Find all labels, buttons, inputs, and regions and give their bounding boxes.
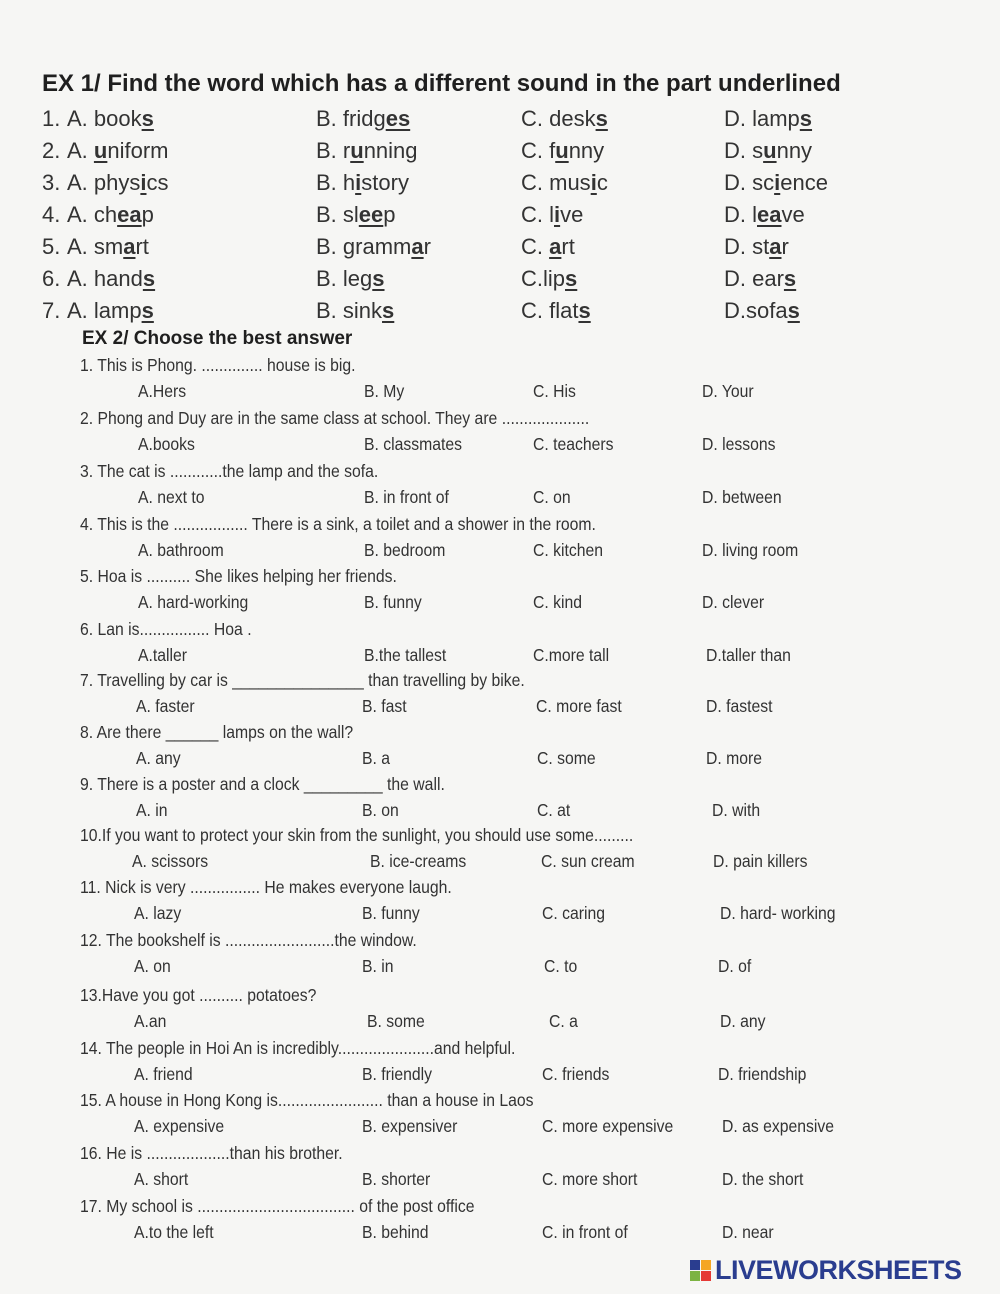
ex1-option	[316, 298, 394, 324]
ex1-option	[316, 170, 409, 196]
underlined-part: s	[372, 266, 385, 291]
ex1-option	[67, 170, 169, 196]
ex1-option	[521, 202, 583, 228]
answer-option[interactable]: C. kind	[533, 592, 583, 612]
option-text: C. mus	[521, 170, 591, 195]
ex1-row	[0, 234, 1000, 264]
answer-options	[0, 381, 1000, 405]
underlined-part: u	[555, 138, 569, 163]
option-text: A. phys	[67, 170, 141, 195]
answer-option[interactable]: B. in	[362, 956, 394, 976]
question-text: 8. Are there ______ lamps on the wall?	[80, 722, 354, 742]
option-text: p	[383, 202, 396, 227]
option-text: rt	[135, 234, 149, 259]
question-text: 5. Hoa is .......... She likes helping her friends.	[80, 566, 397, 586]
question-text: 11. Nick is very ................ He makes everyone laugh.	[80, 877, 452, 897]
option-text: A. book	[67, 106, 142, 131]
answer-option[interactable]: D. of	[718, 956, 752, 976]
answer-option[interactable]: D. clever	[702, 592, 765, 612]
underlined-part: a	[769, 234, 782, 259]
question-text: 12. The bookshelf is .........................the window.	[80, 930, 417, 950]
underlined-part: s	[578, 298, 591, 323]
ex1-option	[67, 138, 168, 164]
ex1-row	[0, 298, 1000, 328]
ex1-option	[316, 202, 396, 228]
underlined-part: s	[382, 298, 395, 323]
ex1-row-number: 6.	[42, 266, 61, 291]
answer-option[interactable]: C. in front of	[542, 1222, 628, 1242]
question-text: 7. Travelling by car is _______________ than travelling by bike.	[80, 670, 525, 690]
answer-option[interactable]: A.to the left	[134, 1222, 214, 1242]
ex1-option	[724, 266, 796, 292]
answer-options	[0, 1169, 1000, 1193]
option-text: D. s	[724, 138, 764, 163]
ex1-option	[316, 266, 385, 292]
option-text: p	[141, 202, 154, 227]
answer-option[interactable]: C.more tall	[533, 645, 610, 665]
underlined-part: u	[93, 138, 108, 163]
answer-option[interactable]: A. faster	[136, 696, 195, 716]
option-text: B. leg	[316, 266, 373, 291]
answer-option[interactable]: B. funny	[364, 592, 422, 612]
answer-option[interactable]: D. friendship	[718, 1064, 807, 1084]
logo-text: LIVEWORKSHEETS	[715, 1254, 962, 1285]
underlined-part: s	[142, 266, 156, 291]
answer-option[interactable]: A. short	[134, 1169, 189, 1189]
underlined-part: u	[350, 138, 364, 163]
answer-option[interactable]: C. His	[533, 381, 576, 401]
answer-option[interactable]: D. the short	[722, 1169, 804, 1189]
option-text: nny	[776, 138, 813, 163]
question-text: 4. This is the ................. There is a sink, a toilet and a shower in the room.	[80, 514, 596, 534]
ex1-option	[724, 170, 828, 196]
option-text: D. sc	[724, 170, 775, 195]
underlined-part: s	[141, 298, 154, 323]
option-text: ve	[781, 202, 805, 227]
answer-option[interactable]: B. ice-creams	[370, 851, 467, 871]
option-text: A. hand	[67, 266, 143, 291]
ex1-option	[67, 106, 154, 132]
answer-options	[0, 540, 1000, 564]
answer-option[interactable]: C. teachers	[533, 434, 614, 454]
ex1-option	[724, 202, 805, 228]
ex1-row	[0, 266, 1000, 296]
underlined-part: s	[799, 106, 813, 131]
option-text: C. desk	[521, 106, 596, 131]
answer-option[interactable]: C. more expensive	[542, 1116, 674, 1136]
underlined-part: s	[787, 298, 800, 323]
answer-option[interactable]: C. a	[549, 1011, 578, 1031]
option-text: B. gramm	[316, 234, 412, 259]
underlined-part: i	[590, 170, 597, 195]
option-text: nny	[568, 138, 605, 163]
option-text: C. f	[521, 138, 556, 163]
option-text: C. l	[521, 202, 554, 227]
answer-options	[0, 1011, 1000, 1035]
option-text: r	[423, 234, 431, 259]
answer-option[interactable]: D. living room	[702, 540, 799, 560]
answer-option[interactable]: A.books	[138, 434, 195, 454]
option-text: rt	[561, 234, 575, 259]
question-text: 2. Phong and Duy are in the same class at school. They are ....................	[80, 408, 590, 428]
answer-option[interactable]: B.the tallest	[364, 645, 447, 665]
ex1-row	[0, 106, 1000, 136]
underlined-part: ee	[358, 202, 384, 227]
answer-option[interactable]: B. bedroom	[364, 540, 446, 560]
answer-option[interactable]: D. between	[702, 487, 782, 507]
answer-options	[0, 903, 1000, 927]
answer-option[interactable]: D. more	[706, 748, 763, 768]
underlined-part: i	[774, 170, 781, 195]
option-text: ence	[780, 170, 828, 195]
answer-option[interactable]: B. My	[364, 381, 405, 401]
answer-option[interactable]: D. pain killers	[713, 851, 808, 871]
option-text: nning	[363, 138, 418, 163]
answer-option[interactable]: A. in	[136, 800, 168, 820]
ex1-row	[0, 202, 1000, 232]
answer-option[interactable]: B. in front of	[364, 487, 449, 507]
option-text: C. flat	[521, 298, 579, 323]
logo-grid-icon	[690, 1260, 711, 1281]
underlined-part: i	[554, 202, 561, 227]
underlined-part: ea	[757, 202, 782, 227]
question-text: 15. A house in Hong Kong is........................ than a house in Laos	[80, 1090, 534, 1110]
ex1-row	[0, 170, 1000, 200]
answer-option[interactable]: C. caring	[542, 903, 606, 923]
option-text: A. ch	[67, 202, 118, 227]
option-text: story	[361, 170, 409, 195]
ex1-option	[67, 266, 155, 292]
question-text: 9. There is a poster and a clock _________ the wall.	[80, 774, 445, 794]
question-text: 1. This is Phong. .............. house is big.	[80, 355, 356, 375]
answer-options	[0, 1064, 1000, 1088]
answer-option[interactable]: C. sun cream	[541, 851, 635, 871]
underlined-part: a	[411, 234, 424, 259]
answer-option[interactable]: C. friends	[542, 1064, 610, 1084]
ex1-row-number: 4.	[42, 202, 61, 227]
ex1-option	[724, 138, 812, 164]
ex1-title: EX 1/ Find the word which has a different sound in the part underlined	[42, 70, 841, 97]
answer-option[interactable]: A.an	[134, 1011, 167, 1031]
option-text: A. lamp	[67, 298, 142, 323]
answer-options	[0, 1222, 1000, 1246]
ex1-option	[724, 106, 812, 132]
ex1-row	[0, 138, 1000, 168]
option-text: D. l	[724, 202, 757, 227]
ex2-title: EX 2/ Choose the best answer	[82, 328, 353, 349]
option-text: c	[596, 170, 608, 195]
answer-option[interactable]: D. hard- working	[720, 903, 836, 923]
answer-options	[0, 592, 1000, 616]
question-text: 6. Lan is................ Hoa .	[80, 619, 252, 639]
option-text: C.lip	[521, 266, 566, 291]
ex1-option	[67, 298, 154, 324]
answer-options	[0, 800, 1000, 824]
answer-option[interactable]: B. a	[362, 748, 391, 768]
answer-option[interactable]: D. any	[720, 1011, 766, 1031]
ex1-option	[316, 106, 410, 132]
underlined-part: i	[140, 170, 147, 195]
answer-option[interactable]: C. more short	[542, 1169, 638, 1189]
option-text: A.	[67, 138, 94, 163]
underlined-part: s	[141, 106, 154, 131]
question-text: 14. The people in Hoi An is incredibly......................and helpful.	[80, 1038, 516, 1058]
answer-option[interactable]: C. some	[537, 748, 596, 768]
question-text: 16. He is ...................than his brother.	[80, 1143, 343, 1163]
answer-option[interactable]: A. bathroom	[138, 540, 224, 560]
answer-option[interactable]: B. shorter	[362, 1169, 431, 1189]
ex1-option	[521, 234, 575, 260]
ex1-option	[521, 298, 591, 324]
option-text: C.	[521, 234, 550, 259]
answer-option[interactable]: B. friendly	[362, 1064, 433, 1084]
option-text: A. sm	[67, 234, 124, 259]
ex1-option	[67, 202, 154, 228]
underlined-part: es	[385, 106, 411, 131]
answer-option[interactable]: B. fast	[362, 696, 407, 716]
answer-options	[0, 645, 1000, 669]
ex1-row-number: 2.	[42, 138, 61, 163]
question-text: 10.If you want to protect your skin from the sunlight, you should use some.........	[80, 825, 634, 845]
option-text: B. sink	[316, 298, 383, 323]
answer-option[interactable]: A.taller	[138, 645, 188, 665]
underlined-part: u	[763, 138, 777, 163]
answer-option[interactable]: B. expensiver	[362, 1116, 458, 1136]
answer-option[interactable]: D. fastest	[706, 696, 773, 716]
answer-option[interactable]: D. near	[722, 1222, 774, 1242]
option-text: B. sl	[316, 202, 359, 227]
answer-option[interactable]: A. hard-working	[138, 592, 249, 612]
ex1-option	[67, 234, 149, 260]
ex1-option	[316, 234, 431, 260]
option-text: niform	[107, 138, 169, 163]
ex1-option	[521, 106, 608, 132]
question-text: 3. The cat is ............the lamp and the sofa.	[80, 461, 379, 481]
answer-option[interactable]: C. at	[537, 800, 571, 820]
answer-option[interactable]: A. any	[136, 748, 181, 768]
answer-option[interactable]: B. on	[362, 800, 399, 820]
answer-option[interactable]: A. expensive	[134, 1116, 225, 1136]
answer-option[interactable]: A.Hers	[138, 381, 187, 401]
underlined-part: ea	[117, 202, 142, 227]
answer-options	[0, 956, 1000, 980]
answer-options	[0, 1116, 1000, 1140]
answer-option[interactable]: B. funny	[362, 903, 420, 923]
question-text: 13.Have you got .......... potatoes?	[80, 985, 317, 1005]
answer-option[interactable]: D.taller than	[706, 645, 791, 665]
ex1-option	[521, 266, 577, 292]
answer-option[interactable]: D. as expensive	[722, 1116, 835, 1136]
answer-option[interactable]: A. scissors	[132, 851, 209, 871]
answer-option[interactable]: A. friend	[134, 1064, 193, 1084]
liveworksheets-logo	[690, 1255, 962, 1285]
ex1-option	[724, 298, 800, 324]
ex1-option	[724, 234, 789, 260]
ex1-row-number: 1.	[42, 106, 61, 131]
ex1-option	[521, 170, 608, 196]
answer-option[interactable]: D. Your	[702, 381, 754, 401]
answer-option[interactable]: C. on	[533, 487, 571, 507]
underlined-part: s	[565, 266, 578, 291]
underlined-part: s	[783, 266, 797, 291]
answer-option[interactable]: B. behind	[362, 1222, 429, 1242]
option-text: ve	[560, 202, 584, 227]
ex1-option	[521, 138, 604, 164]
answer-option[interactable]: B. classmates	[364, 434, 463, 454]
ex1-option	[316, 138, 418, 164]
underlined-part: s	[595, 106, 608, 131]
answer-option[interactable]: A. next to	[138, 487, 205, 507]
question-text: 17. My school is .................................... of the post office	[80, 1196, 475, 1216]
option-text: r	[781, 234, 789, 259]
option-text: D.sofa	[724, 298, 788, 323]
answer-option[interactable]: D. lessons	[702, 434, 776, 454]
answer-option[interactable]: A. on	[134, 956, 171, 976]
option-text: B. r	[316, 138, 351, 163]
option-text: D. lamp	[724, 106, 800, 131]
answer-option[interactable]: C. more fast	[536, 696, 622, 716]
ex1-row-number: 5.	[42, 234, 61, 259]
option-text: B. fridg	[316, 106, 386, 131]
option-text: D. st	[724, 234, 770, 259]
answer-option[interactable]: B. some	[367, 1011, 425, 1031]
ex1-row-number: 3.	[42, 170, 61, 195]
answer-options	[0, 851, 1000, 875]
option-text: cs	[146, 170, 169, 195]
ex1-row-number: 7.	[42, 298, 61, 323]
answer-option[interactable]: D. with	[712, 800, 761, 820]
answer-options	[0, 434, 1000, 458]
underlined-part: a	[123, 234, 136, 259]
answer-options	[0, 696, 1000, 720]
answer-options	[0, 748, 1000, 772]
underlined-part: a	[549, 234, 562, 259]
underlined-part: i	[355, 170, 362, 195]
answer-option[interactable]: C. kitchen	[533, 540, 604, 560]
answer-option[interactable]: A. lazy	[134, 903, 182, 923]
option-text: B. h	[316, 170, 356, 195]
answer-option[interactable]: C. to	[544, 956, 578, 976]
answer-options	[0, 487, 1000, 511]
option-text: D. ear	[724, 266, 784, 291]
